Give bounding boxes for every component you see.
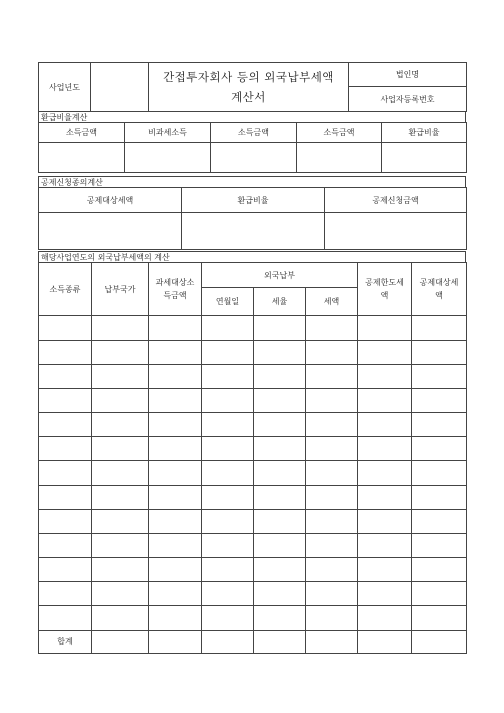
table-row xyxy=(39,388,467,412)
form-title-line1: 간접투자회사 등의 외국납부세액 xyxy=(163,70,334,84)
table-cell[interactable] xyxy=(202,388,254,412)
table-cell[interactable] xyxy=(202,437,254,461)
table-cell[interactable] xyxy=(202,606,254,630)
table-cell[interactable] xyxy=(358,316,412,340)
table-cell[interactable] xyxy=(358,558,412,582)
table-cell[interactable] xyxy=(149,606,202,630)
table-cell[interactable] xyxy=(254,558,306,582)
table-cell[interactable] xyxy=(39,388,92,412)
table-cell[interactable] xyxy=(358,582,412,606)
table-cell[interactable] xyxy=(254,461,306,485)
table-cell[interactable] xyxy=(202,485,254,509)
table-cell[interactable] xyxy=(202,316,254,340)
table-cell[interactable] xyxy=(254,485,306,509)
table-cell[interactable] xyxy=(39,533,92,557)
table-cell[interactable] xyxy=(358,340,412,364)
refund-header-nontaxable: 비과세소득 xyxy=(125,123,211,143)
table-cell[interactable] xyxy=(254,316,306,340)
col-date: 연월일 xyxy=(202,288,254,316)
table-cell[interactable] xyxy=(202,533,254,557)
table-cell[interactable] xyxy=(39,582,92,606)
foreign-tax-table xyxy=(38,262,467,654)
col-rate: 세율 xyxy=(254,288,306,316)
total-cell[interactable] xyxy=(149,630,202,653)
col-income-type: 소득종류 xyxy=(39,263,92,316)
table-cell[interactable] xyxy=(39,316,92,340)
table-cell[interactable] xyxy=(149,437,202,461)
table-cell[interactable] xyxy=(39,485,92,509)
table-cell[interactable] xyxy=(92,316,149,340)
table-cell[interactable] xyxy=(306,437,358,461)
total-cell[interactable] xyxy=(412,630,467,653)
table-cell[interactable] xyxy=(39,364,92,388)
table-cell[interactable] xyxy=(149,533,202,557)
table-cell[interactable] xyxy=(306,558,358,582)
deduction-table xyxy=(38,187,467,250)
table-cell[interactable] xyxy=(306,316,358,340)
col-target: 공제대상세액 xyxy=(412,263,467,316)
table-cell[interactable] xyxy=(149,316,202,340)
table-cell[interactable] xyxy=(39,461,92,485)
col-foreign-paid: 외국납부 xyxy=(202,263,358,288)
table-cell[interactable] xyxy=(202,340,254,364)
table-cell[interactable] xyxy=(202,364,254,388)
refund-cell[interactable] xyxy=(125,143,211,173)
table-row xyxy=(39,461,467,485)
table-cell[interactable] xyxy=(39,509,92,533)
biz-reg-no-label: 사업자등록번호 xyxy=(349,87,467,112)
table-cell[interactable] xyxy=(412,461,467,485)
col-amount: 세액 xyxy=(306,288,358,316)
total-cell[interactable] xyxy=(254,630,306,653)
table-cell[interactable] xyxy=(149,485,202,509)
form-title xyxy=(149,63,349,112)
table-cell[interactable] xyxy=(412,364,467,388)
table-cell[interactable] xyxy=(254,413,306,437)
deduction-cell[interactable] xyxy=(39,213,182,250)
table-cell[interactable] xyxy=(412,388,467,412)
table-cell[interactable] xyxy=(39,558,92,582)
table-cell[interactable] xyxy=(412,413,467,437)
table-cell[interactable] xyxy=(358,413,412,437)
deduction-header-ratio: 환급비율 xyxy=(182,188,325,213)
table-cell[interactable] xyxy=(306,340,358,364)
table-cell[interactable] xyxy=(306,606,358,630)
table-cell[interactable] xyxy=(39,413,92,437)
table-row xyxy=(39,437,467,461)
table-cell[interactable] xyxy=(306,413,358,437)
table-cell[interactable] xyxy=(306,582,358,606)
table-cell[interactable] xyxy=(358,461,412,485)
table-cell[interactable] xyxy=(202,413,254,437)
table-cell[interactable] xyxy=(39,606,92,630)
table-cell[interactable] xyxy=(358,364,412,388)
col-country: 납부국가 xyxy=(92,263,149,316)
table-cell[interactable] xyxy=(254,340,306,364)
table-row xyxy=(39,509,467,533)
total-cell[interactable] xyxy=(92,630,149,653)
data-rows xyxy=(39,316,467,630)
table-cell[interactable] xyxy=(39,340,92,364)
refund-section-title: 환급비율계산 xyxy=(38,111,466,122)
table-cell[interactable] xyxy=(149,582,202,606)
table-row xyxy=(39,582,467,606)
table-cell[interactable] xyxy=(254,364,306,388)
table-cell[interactable] xyxy=(412,485,467,509)
table-cell[interactable] xyxy=(358,437,412,461)
table-row xyxy=(39,340,467,364)
refund-cell[interactable] xyxy=(211,143,297,173)
total-cell[interactable] xyxy=(358,630,412,653)
total-cell[interactable] xyxy=(306,630,358,653)
table-cell[interactable] xyxy=(149,388,202,412)
total-label: 합계 xyxy=(39,630,92,653)
table-cell[interactable] xyxy=(149,364,202,388)
table-cell[interactable] xyxy=(254,509,306,533)
table-cell[interactable] xyxy=(254,437,306,461)
table-cell[interactable] xyxy=(202,582,254,606)
table-cell[interactable] xyxy=(92,461,149,485)
table-cell[interactable] xyxy=(92,340,149,364)
table-cell[interactable] xyxy=(92,509,149,533)
table-cell[interactable] xyxy=(92,606,149,630)
table-cell[interactable] xyxy=(202,509,254,533)
table-cell[interactable] xyxy=(306,533,358,557)
table-cell[interactable] xyxy=(412,316,467,340)
table-row xyxy=(39,558,467,582)
table-cell[interactable] xyxy=(92,582,149,606)
deduction-cell[interactable] xyxy=(182,213,325,250)
deduction-header-target: 공제대상세액 xyxy=(39,188,182,213)
table-cell[interactable] xyxy=(306,364,358,388)
refund-header-income: 소득금액 xyxy=(39,123,125,143)
table-cell[interactable] xyxy=(412,340,467,364)
table-cell[interactable] xyxy=(149,558,202,582)
table-cell[interactable] xyxy=(149,461,202,485)
table-cell[interactable] xyxy=(39,437,92,461)
table-cell[interactable] xyxy=(358,388,412,412)
table-cell[interactable] xyxy=(412,533,467,557)
refund-cell[interactable] xyxy=(382,143,467,173)
table-cell[interactable] xyxy=(149,509,202,533)
table-cell[interactable] xyxy=(149,340,202,364)
table-cell[interactable] xyxy=(306,461,358,485)
table-cell[interactable] xyxy=(412,606,467,630)
refund-header-income-2: 소득금액 xyxy=(211,123,297,143)
table-cell[interactable] xyxy=(92,485,149,509)
table-cell[interactable] xyxy=(254,582,306,606)
business-year-label: 사업년도 xyxy=(39,63,91,112)
table-cell[interactable] xyxy=(306,485,358,509)
table-row xyxy=(39,316,467,340)
table-cell[interactable] xyxy=(412,509,467,533)
refund-cell[interactable] xyxy=(39,143,125,173)
table-cell[interactable] xyxy=(254,606,306,630)
header-table xyxy=(38,62,467,112)
refund-table xyxy=(38,122,467,173)
col-taxable: 과세대상소득금액 xyxy=(149,263,202,316)
table-cell[interactable] xyxy=(254,533,306,557)
corp-name-label: 법인명 xyxy=(349,63,467,87)
refund-header-income-3: 소득금액 xyxy=(297,123,382,143)
table-cell[interactable] xyxy=(306,509,358,533)
table-cell[interactable] xyxy=(92,364,149,388)
table-cell[interactable] xyxy=(202,461,254,485)
table-cell[interactable] xyxy=(306,388,358,412)
form-title-line2: 계산서 xyxy=(231,90,266,104)
table-row xyxy=(39,413,467,437)
deduction-section-title: 공제신청종의계산 xyxy=(38,176,466,187)
table-cell[interactable] xyxy=(358,485,412,509)
table-row xyxy=(39,485,467,509)
table-cell[interactable] xyxy=(358,533,412,557)
table-cell[interactable] xyxy=(254,388,306,412)
table-cell[interactable] xyxy=(412,558,467,582)
total-cell[interactable] xyxy=(202,630,254,653)
table-cell[interactable] xyxy=(412,437,467,461)
table-cell[interactable] xyxy=(358,606,412,630)
table-row xyxy=(39,606,467,630)
foreign-tax-section-title: 해당사업연도의 외국납부세액의 계산 xyxy=(38,251,466,262)
table-cell[interactable] xyxy=(92,533,149,557)
deduction-cell[interactable] xyxy=(325,213,467,250)
col-limit: 공제한도세액 xyxy=(358,263,412,316)
table-cell[interactable] xyxy=(92,437,149,461)
business-year-value[interactable] xyxy=(91,63,149,112)
table-cell[interactable] xyxy=(92,558,149,582)
refund-cell[interactable] xyxy=(297,143,382,173)
refund-header-ratio: 환급비율 xyxy=(382,123,467,143)
table-row xyxy=(39,533,467,557)
table-cell[interactable] xyxy=(149,413,202,437)
table-cell[interactable] xyxy=(358,509,412,533)
deduction-header-amount: 공제신청금액 xyxy=(325,188,467,213)
table-cell[interactable] xyxy=(92,388,149,412)
table-cell[interactable] xyxy=(92,413,149,437)
table-row xyxy=(39,364,467,388)
table-cell[interactable] xyxy=(412,582,467,606)
table-cell[interactable] xyxy=(202,558,254,582)
